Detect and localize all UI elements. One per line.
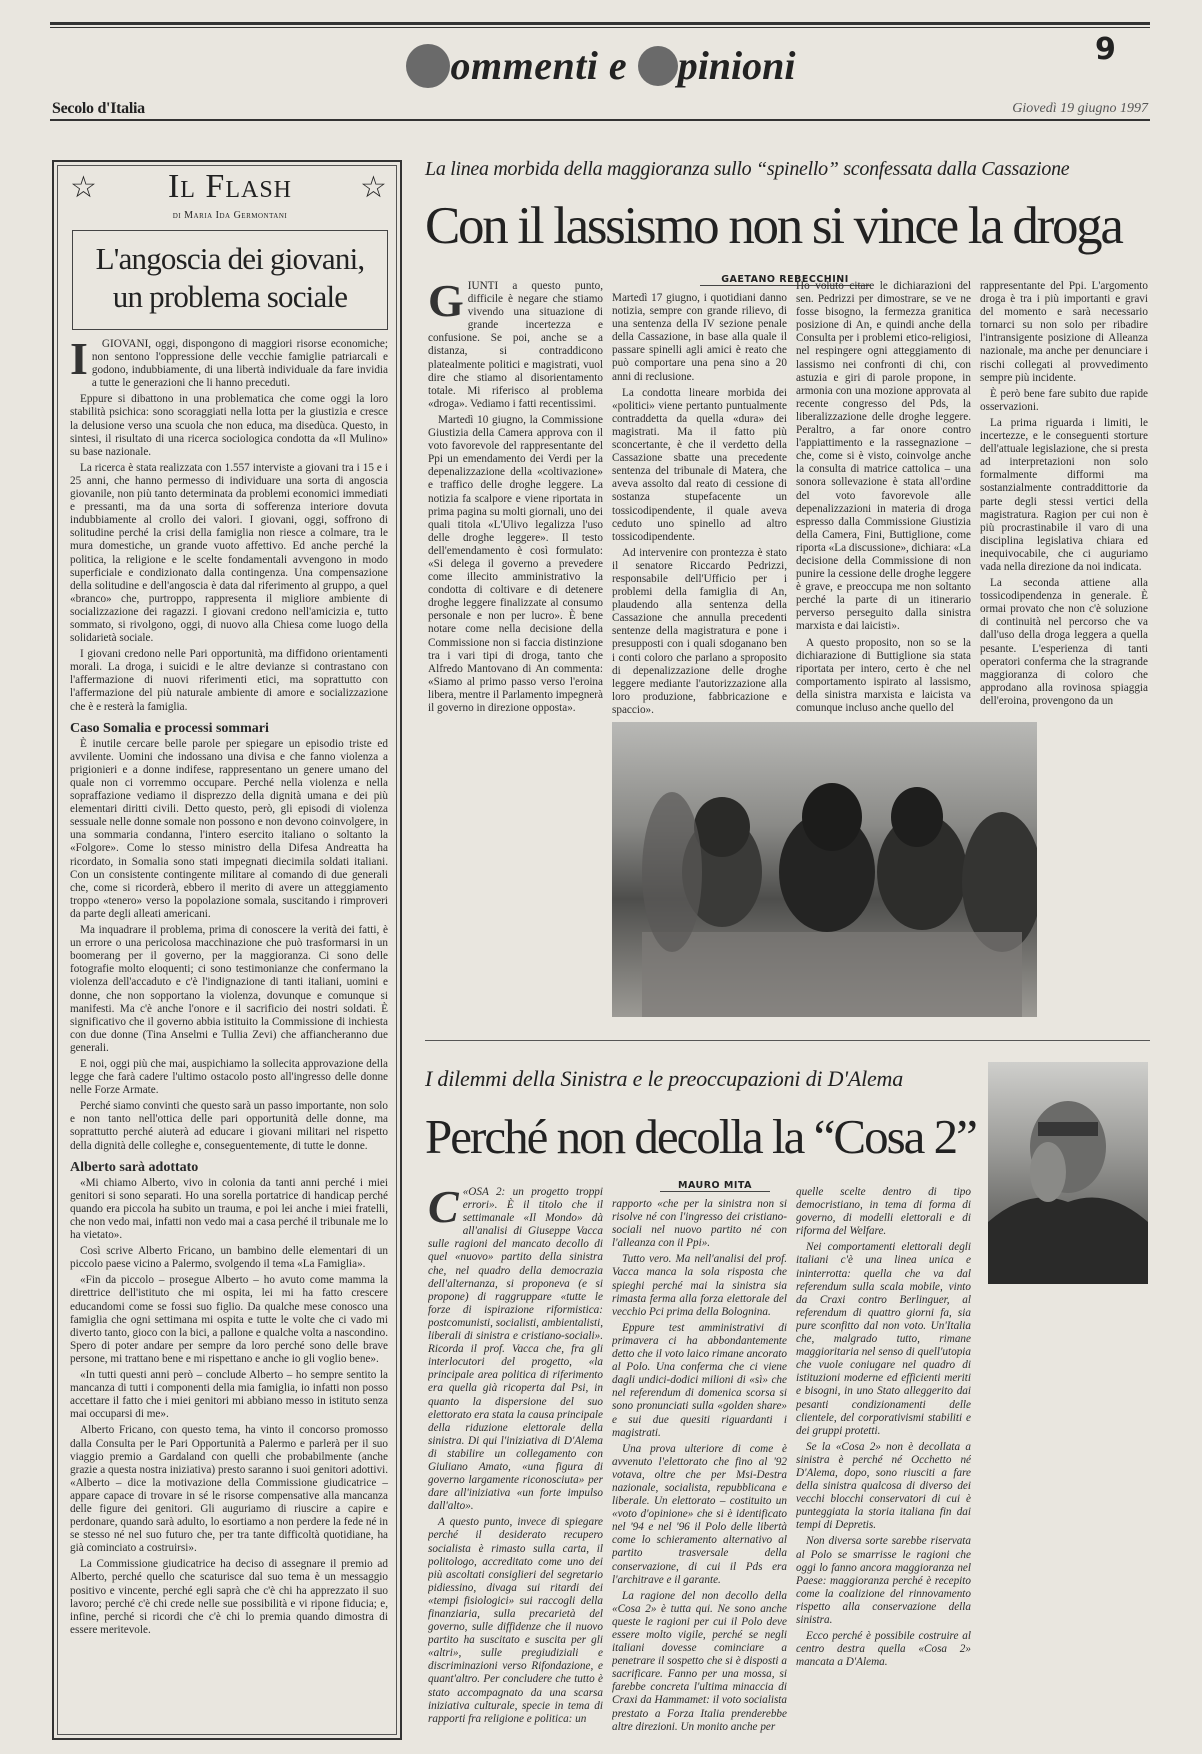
article2-author: MAURO MITA — [660, 1180, 770, 1192]
page-number: 9 — [1095, 32, 1116, 67]
article1-paragraph: IUNTI a questo punto, difficile è negare che stiamo vivendo una situazione di grande incertezza e confusione. Se poi, anche se a distanza, si contraddicono platealmente politici e magistrati, vuol dire che stiamo al disorientamento totale. Mi riferisco al problema «droga». Vediamo i fatti recentissimi. — [428, 280, 603, 410]
star-icon-right: ☆ — [360, 170, 387, 205]
article2-col3 — [796, 1186, 971, 1736]
article2-headline: Perché non decolla la “Cosa 2” — [425, 1109, 976, 1164]
flash-intro-paragraph: GIOVANI, oggi, dispongono di maggiori risorse economiche; non sentono l'oppressione delle vecchie famiglie patriarcali e godono, indubbiamente, di una libertà individuale da fare invidia a tutte le generazioni che li hanno preceduti. — [91, 338, 388, 390]
flash-byline: di Maria Ida Germontani — [172, 210, 288, 221]
article1-paragraph: La condotta lineare morbida dei «politici» viene pertanto puntualmente contraddetta da quella «dura» dei magistrati. Ma il fatto più sconcertante, è che il verdetto della Cassazione sbatte una precedente sentenza del tribunale di Matera, che aveva assolto dal reato di cessione di sostanza stupefacente un tossicodipendente, il quale aveva ceduto uno spinello ad altro tossicodipendente. — [612, 386, 787, 543]
article1-dropcap: G — [428, 280, 464, 326]
article1-kicker: La linea morbida della maggioranza sullo “spinello” sconfessata dalla Cassazione — [425, 158, 1070, 180]
article-divider — [425, 1040, 1150, 1041]
flash-intro — [70, 338, 388, 714]
flash-body — [70, 338, 388, 1728]
flash-dropcap: I — [70, 338, 88, 384]
dalema-photo — [988, 1062, 1148, 1284]
flash-section3-paragraph: La Commissione giudicatrice ha deciso di assegnare il premio ad Alberto, perché quello che scaturisce dal suo tema è un messaggio positivo e vincente, perché egli saprà che c'è chi ha apprezzato il suo lavoro; perché c'è chi crede nelle sue possibilità e vi ripone fiducia; e, infine, perché si ricordi che c'è chi lo premia quando dimostra di essere meritevole. — [70, 1558, 388, 1636]
flash-intro-paragraph: Eppure si dibattono in una problematica che come oggi la loro stabilità psichica: sono scoraggiati nella lotta per la giustizia e cresce la delusione verso una scuola che non educa, ma disedùca. Questo, in sintesi, il risultato di una ricerca sociologica condotta da «Il Mulino» su base nazionale. — [70, 393, 388, 458]
masthead-circle-o — [638, 46, 678, 86]
article2-col2 — [612, 1198, 787, 1736]
article1-paragraph: Martedì 10 giugno, la Commissione Giustizia della Camera approva con il voto favorevole del rappresentante del Ppi un emendamento dei Verdi per la depenalizzazione della «coltivazione» e traffico delle droghe leggere. La notizia fa scalpore e viene riportata in prima pagina su molti giornali, uno dei quali titola «L'Ulivo legalizza l'uso delle droghe leggere». Il testo dell'emendamento è così formulato: «Si delega il governo a prevedere come illecito amministrativo la condotta di coltivare e di detenere droghe leggere finalizzate al consumo personale e non per lucro». È bene notare come nella decisione della Commissione non si faccia distinzione tra i vari tipi di droga, tanto che Alfredo Mantovano di An commenta: «Siamo al primo passo verso l'eroina libera, mentre il Parlamento impegnerà il governo in direzione opposta». — [428, 413, 603, 714]
flash-section2-paragraph: Ma inquadrare il problema, prima di conoscere la verità dei fatti, è un errore o una pericolosa macchinazione che può trasformarsi in un boomerang per il governo, per la maggioranza. Ci sono delle fotografie molto eloquenti; ci sono testimonianze che confermano la violenza dell'accaduto e c'è l'indignazione di tanti italiani, uomini e donne, che non sopportano la violenza, dovunque e comunque si manifesti. Ma c'è anche l'onore e il sacrificio dei nostri soldati. È significativo che il governo abbia istituito la Commissione di inchiesta con due donne (Tina Anselmi e Tullia Zevi) che affiancheranno due generali. — [70, 924, 388, 1054]
article1-paragraph: Ho voluto citare le dichiarazioni del sen. Pedrizzi per dimostrare, se ve ne fosse bisogno, la fermezza granitica posizione di An, e quindi anche della Consulta per i problemi etico-religiosi, nel respingere ogni atteggiamento di lassismo nei confronti di chi, con astuzia e giri di parole propone, in armonia con una mozione approvata al recente congresso del Pds, la liberalizzazione delle droghe leggere. Peraltro, a far onore contro l'appiattimento e la rassegnazione – che, come si è visto, coinvolge anche la consulta di matrice cattolica – una sonora sollevazione è stata all'ordine del voto favorevole alle depenalizzazioni in materia di droga espresso dalla Commissione Giustizia della Camera, Fini, Buttiglione, come riporta «La discussione», dichiara: «La decisione della Commissione di non punire la cessione delle droghe leggere è grave, e preoccupa me non soltanto perché la parte di un itinerario perverso perseguito dalla sinistra marxista e dai laicisti». — [796, 280, 971, 633]
article2-kicker: I dilemmi della Sinistra e le preoccupazioni di D'Alema — [425, 1066, 904, 1091]
masthead-bottom-rule — [50, 119, 1150, 121]
masthead-circle-c — [406, 44, 450, 88]
article2-paragraph: Tutto vero. Ma nell'analisi del prof. Vacca manca la sola risposta che spieghi perché mai la sinistra sia rimasta ferma alla forza elettorale del vecchio Pci prima della Bolognina. — [612, 1253, 787, 1318]
star-icon-left: ☆ — [70, 170, 97, 205]
article1-col2 — [612, 292, 787, 720]
masthead-title-2: pinioni — [677, 42, 796, 88]
dalema-photo-shapes — [988, 1062, 1148, 1284]
article2-dropcap: C — [428, 1186, 459, 1232]
flash-section3-paragraph: «Mi chiamo Alberto, vivo in colonia da tanti anni perché i miei genitori si sono separati. Ho una sorella portatrice di handicap perché quando era piccola ha subito un trauma, e poi lei anche i miei fratelli, che non vedo mai, infatti non vedo mai a casa perché il tribunale me lo ha vietato». — [70, 1176, 388, 1242]
article1-paragraph: La prima riguarda i limiti, le incertezze, e le conseguenti storture dell'attuale legislazione, che si presta ad interpretazioni non solo formalmente difformi ma sostanzialmente contraddittorie da parte degli stessi vertici della magistratura. Ragion per cui non è più procrastinabile il varo di una disciplina legislativa chiara ed inequivocabile, che ci auguriamo vada nella direzione da noi indicata. — [980, 416, 1148, 573]
article1-paragraph: A questo proposito, non so se la dichiarazione di Buttiglione sia stata riportata per intero, certo è che nel comportamento ispirato al lassismo, della sinistra marxista e laicista va comunque incluso anche quello del — [796, 636, 971, 714]
flash-section3-paragraph: «Fin da piccolo – prosegue Alberto – ho avuto come mamma la direttrice dell'istituto che mi ospita, lei mi ha fatto crescere educandomi come se fossi suo figlio. Da qualche mese conosco una famiglia che ogni settimana mi ospita e tutte le volte che ci vado mi diverto tanto, gioco con la bici, a pallone e qualche volta a nascondino. Spero di poter andare per sempre da loro perché sono delle brave persone, mi trattano bene e mi rispettano e anche io gli voglio bene». — [70, 1274, 388, 1365]
article1-paragraph: È però bene fare subito due rapide osservazioni. — [980, 387, 1148, 413]
flash-intro-paragraph: I giovani credono nelle Pari opportunità, ma diffidono orientamenti morali. La droga, i suicidi e le altre devianze si contrastano con l'affermazione di nuovi riferimenti etici, ma soprattutto con l'affermazione del più naturale ambiente di amore e socializzazione che è e resterà la famiglia. — [70, 648, 388, 713]
top-rule-thin — [50, 27, 1150, 28]
article2-paragraph: rapporto «che per la sinistra non si risolve né con l'ingresso dei cristiano-sociali nel nuovo partito né con l'alleanza con il Ppi». — [612, 1198, 787, 1250]
article2-paragraph: Se la «Cosa 2» non è decollata a sinistra è perché né Occhetto né D'Alema, dopo, sono riusciti a fare della sinistra qualcosa di diverso dei vecchi blocchi conservatori di cui è punteggiata la storia italiana fin dai tempi di Depretis. — [796, 1440, 971, 1532]
flash-section3-paragraph: Così scrive Alberto Fricano, un bambino delle elementari di un piccolo paese vicino a Palermo, svolgendo il tema «La Famiglia». — [70, 1245, 388, 1271]
article2-paragraph: La ragione del non decollo della «Cosa 2» è tutta qui. Ne sono anche queste le ragioni per cui il Polo deve essere molto vigile, perché se negli italiani dovesse cominciare a penetrare il sospetto che si è disposti a sacrificare. Fanno per una mossa, si farebbe concreta l'ultima minaccia di Craxi da Hammamet: il voto socialista prestato a Forza Italia prenderebbe altre direzioni. Un monito anche per — [612, 1589, 787, 1733]
article1-headline: Con il lassismo non si vince la droga — [425, 197, 1122, 255]
masthead-title-1: ommenti e — [450, 42, 638, 88]
top-rule — [50, 22, 1150, 25]
article1-author: GAETANO REBECCHINI — [700, 274, 870, 286]
article2-paragraph: A questo punto, invece di spiegare perché il desiderato recupero socialista è rimasto sulla carta, il politologo, accreditato come uno dei più ascoltati consiglieri del segretario pidiessino, divaga sui ritardi dei «tempi fisiologici» sui raccogli della finanziaria, sulla precarietà del governo, sulle diffidenze che il nuovo partito ha suscitato e suscita per gli «altri», sulle pregiudiziali e discriminazioni verso Rifondazione, e quant'altro. Per concludere che tutto è stato accompagnato da una scarsa iniziativa culturale, specie in tema di rapporti fra religione e politica: un — [428, 1516, 603, 1725]
flash-section3-paragraph: Alberto Fricano, con questo tema, ha vinto il concorso promosso dalla Consulta per le Pari Opportunità a Palermo e parlerà per il suo viaggio premio a Gardaland con quelli che probabilmente (anche grazie a questa nostra iniziativa) presto saranno i suoi genitori adottivi. «Alberto – dice la motivazione della Commissione giudicatrice – appare capace di trovare in sé le risorse compensative alla mancanza delle figure dei genitori. Gli auguriamo di riuscire a capire e perdonare, quando sarà adulto, lo esortiamo a non perdere la fede né in se stesso né nel suo futuro che, per tra tante difficoltà quotidiane, ha già cominciato a costruirsi». — [70, 1424, 388, 1555]
youths-photo-shapes — [612, 722, 1037, 1017]
article1-paragraph: rappresentante del Ppi. L'argomento droga è tra i più importanti e gravi del momento e sarà necessario tornarci su non solo per ribadire l'intransigente posizione di Alleanza nazionale, ma anche per denunciare i rischi collegati al provvedimento sempre più incidente. — [980, 280, 1148, 384]
article1-col6 — [1040, 722, 1148, 1017]
section-masthead — [0, 30, 1202, 100]
article1-paragraph: Martedì 17 giugno, i quotidiani danno notizia, sempre con grande rilievo, di una sentenza della IV sezione penale della Cassazione, in base alla quale il passare spinelli agli amici è reato che può comportare una pena sino a 20 anni di reclusione. — [612, 292, 787, 383]
flash-title: Il Flash — [167, 168, 293, 205]
article2-paragraph: Non diversa sorte sarebbe riservata al Polo se smarrisse le ragioni che oggi lo fanno ancora maggioranza nel Paese: maggioranza perché è recepito come la coalizione del rinnovamento rispetto alla conservazione della sinistra. — [796, 1535, 971, 1626]
article2-paragraph: Eppure test amministrativi di primavera ci ha abbondantemente detto che il voto laico rimane ancorato al Polo. Una conferma che ci viene dagli undici-dodici milioni di «sì» che nel referendum di domenica scorsa si sono pronunciati sulla «golden share» e sui due quesiti riguardanti i magistrati. — [612, 1321, 787, 1439]
article1-col4 — [980, 280, 1148, 720]
flash-section3 — [70, 1177, 388, 1637]
flash-section2-paragraph: È inutile cercare belle parole per spiegare un episodio triste ed avvilente. Uomini che indossano una divisa e che fanno violenza a prigionieri e a donne indifese, rappresentano un genere umano del quale non ci vorremmo occupare. Perché nella violenza e nella sopraffazione vediamo il disprezzo della dignità umana e dei più elementari diritti civili. Detto questo, però, gli episodi di violenza sessuale nelle donne somale non possono e non devono coinvolgere, in una sommaria condanna, l'intero esercito italiano o soltanto la «Folgore». Come lo stesso ministro della Difesa Andreatta ha ricordato, in Somalia sono stati impegnati diecimila soldati italiani. Con un consistente contingente militare al comando di due generali che, come si ricorderà, ebbero il merito di avere un atteggiamento troppo «tenero» verso la popolazione somala, suscitando i rimproveri da parte degli alleati americani. — [70, 737, 388, 920]
flash-intro-paragraph: La ricerca è stata realizzata con 1.557 interviste a giovani tra i 15 e i 25 anni, che hanno permesso di individuare una sorta di angoscia giovanile, non più tanto determinata da problemi economici immediati e pressanti, ma da una sorta di sofferenza interiore dovuta indubbiamente al crollo dei valori. I giovani, oggi, soffrono di solitudine perché la crisi della famiglia non riesce a colmare, tra le mura domestiche, un grande vuoto affettivo. Ed anche perché la politica, la religione e le scelte fondamentali avvengono in modo superficiale e condizionato dalla contingenza. Una compensazione della solitudine e dell'angoscia è data dal riferimento al gruppo, a quel «branco» che, purtroppo, rappresenta il migliore ambiente di socializzazione dei ragazzi. I giovani credono nell'amicizia e, tutto sommato, si rivolgono, oggi, di nuovo alla Chiesa come luogo della solidarietà sociale. — [70, 461, 388, 645]
article1-paragraph: Ad intervenire con prontezza è stato il senatore Riccardo Pedrizzi, responsabile dell'Ufficio per i problemi della famiglia di An, plaudendo alla sentenza della Cassazione che annulla precedenti sentenze della magistratura e pone i presupposti con i quali sdoganano ben i conti coloro che parlano a sproposito di depenalizzazione delle droghe leggere mediante l'autorizzazione alla loro produzione, fabbricazione e spaccio». — [612, 546, 787, 716]
article2-paragraph: quelle scelte dentro di tipo democristiano, in tema di forma di governo, di modelli elettorali e di riforma del Welfare. — [796, 1186, 971, 1238]
flash-section2-paragraph: E noi, oggi più che mai, auspichiamo la sollecita approvazione della legge che farà cadere l'ultimo ostacolo posto all'ingresso delle donne nelle Forze Armate. — [70, 1057, 388, 1097]
article2-col1 — [428, 1186, 603, 1736]
article2-col4 — [990, 1298, 1148, 1736]
issue-date: Giovedì 19 giugno 1997 — [1012, 101, 1148, 116]
article2-paragraph: Una prova ulteriore di come è avvenuto l'elettorato che fino al '92 votava, oltre che per Msi-Destra nazionale, socialista, repubblicana e liberale. Un elettorato – costituito un «voto d'opinione» che si è identificato nel '94 e nel '96 il Polo delle libertà come lo schieramento alternativo al partito trasversale della conservazione, di cui il Pds era l'architrave e il garante. — [612, 1442, 787, 1586]
flash-section3-paragraph: «In tutti questi anni però – conclude Alberto – ho sempre sentito la mancanza di tutti i componenti della mia famiglia, io infatti non posso accettare il fatto che i miei genitori mi abbiano messo in istituto senza mai occuparsi di me». — [70, 1369, 388, 1421]
flash-section2-paragraph: Perché siamo convinti che questo sarà un passo importante, non solo e non tanto nell'ottica delle pari opportunità delle donne, ma soprattutto perché aiuterà ad educare i giovani militari nel rispetto della dignità delle colleghe e, conseguentemente, di tutte le donne. — [70, 1100, 388, 1152]
youths-photo — [612, 722, 1037, 1017]
article1-col1 — [428, 280, 603, 720]
section2-title: Caso Somalia e processi sommari — [70, 720, 269, 736]
article2-paragraph: Ecco perché è possibile costruire al centro destra quella «Cosa 2» mancata a D'Alema. — [796, 1630, 971, 1669]
article1-col3 — [796, 280, 971, 720]
article2-paragraph: «OSA 2: un progetto troppi errori». È il titolo che il settimanale «Il Mondo» dà all'analisi di Giuseppe Vacca sulle ragioni del mancato decollo di quel «nuovo» partito della sinistra che, nel quadro della democrazia dell'alternanza, si proponeva (e si propone) di raggruppare «tutte le forze di ispirazione riformistica: postcomunisti, socialisti, ambientalisti, liberali di sinistra e cristiano-sociali». Ricorda il prof. Vacca che, fra gli interlocutori del progetto, «la principale area politica di riferimento era quella già ricoperta dal Psi, in quanto la dispersione del suo elettorato era stata la causa principale della riduzione elettorale della sinistra. Di qui l'iniziativa di D'Alema di stabilire un collegamento con Giuliano Amato, «una figura di governo largamente riconosciuta» per dare all'iniziativa «un forte impulso dall'alto». — [428, 1186, 603, 1513]
section3-title: Alberto sarà adottato — [70, 1159, 199, 1175]
flash-headline: L'angoscia dei giovani, un problema sociale — [95, 241, 365, 314]
flash-section2 — [70, 738, 388, 1153]
article2-paragraph: Nei comportamenti elettorali degli italiani c'è una linea unica e ininterrotta: quella che va dal referendum sulla scala mobile, vinto da Craxi contro Berlinguer, al referendum di quattro giorni fa, sia pure sconfitto dal non voto. Un'Italia che, malgrado tutto, rimane maggioritaria nel senso di quell'utopia che vuole coniugare nel quadro di istituzioni moderne ed efficienti meriti e bisogni, in uno Stato alleggerito dai pesanti condizionamenti delle clientele, del corporativismi stabiliti e dei gruppi protetti. — [796, 1241, 971, 1437]
newspaper-name: Secolo d'Italia — [52, 100, 145, 117]
article1-paragraph: La seconda attiene alla tossicodipendenza in generale. È ormai provato che non c'è soluzione di continuità nel percorso che va dall'uso della droga leggera a quella pesante. L'esperienza di tanti operatori conferma che la stragrande maggioranza di coloro che approdano alla rovinosa spiaggia dell'eroina, provengono da un — [980, 577, 1148, 707]
